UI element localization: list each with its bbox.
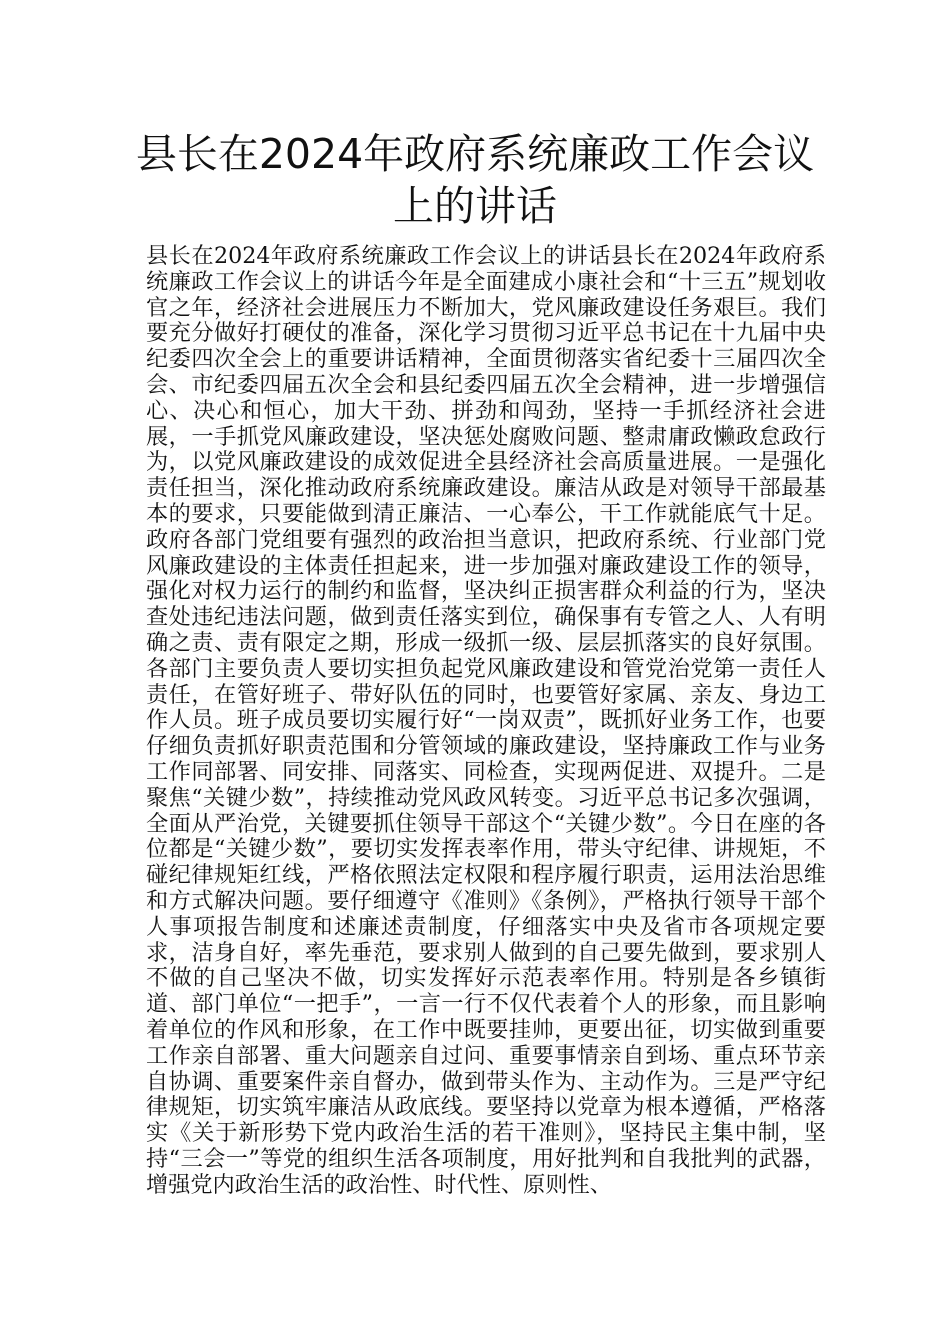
document-body-paragraph: 县长在2024年政府系统廉政工作会议上的讲话县长在2024年政府系统廉政工作会议上的讲话今年是全面建成小康社会和“十三五”规划收官之年，经济社会进展压力不断加大，党风廉政建设任务艰巨。我们要充分做好打硬仗的准备，深化学习贯彻习近平总书记在十九届中央纪委四次全会上的重要讲话精神，全面贯彻落实省纪委十三届四次全会、市纪委四届五次全会和县纪委四届五次全会精神，进一步增强信心、决心和恒心，加大干劲、拼劲和闯劲，坚持一手抓经济社会进展，一手抓党风廉政建设，坚决惩处腐败问题、整肃庸政懒政怠政行为，以党风廉政建设的成效促进全县经济社会高质量进展。一是强化责任担当，深化推动政府系统廉政建设。廉洁从政是对领导干部最基本的要求，只要能做到清正廉洁、一心奉公，干工作就能底气十足。政府各部门党组要有强烈的政治担当意识，把政府系统、行业部门党风廉政建设的主体责任担起来，进一步加强对廉政建设工作的领导，强化对权力运行的制约和监督，坚决纠正损害群众利益的行为，坚决查处违纪违法问题，做到责任落实到位，确保事有专管之人、人有明确之责、责有限定之期，形成一级抓一级、层层抓落实的良好氛围。各部门主要负责人要切实担负起党风廉政建设和管党治党第一责任人责任，在管好班子、带好队伍的同时，也要管好家属、亲友、身边工作人员。班子成员要切实履行好“一岗双责”，既抓好业务工作，也要仔细负责抓好职责范围和分管领域的廉政建设，坚持廉政工作与业务工作同部署、同安排、同落实、同检查，实现两促进、双提升。二是聚焦“关键少数”，持续推动党风政风转变。习近平总书记多次强调，全面从严治党，关键要抓住领导干部这个“关键少数”。今日在座的各位都是“关键少数”，要切实发挥表率作用，带头守纪律、讲规矩，不碰纪律规矩红线，严格依照法定权限和程序履行职责，运用法治思维和方式解决问题。要仔细遵守《准则》《条例》，严格执行领导干部个人事项报告制度和述廉述责制度，仔细落实中央及省市各项规定要求，洁身自好，率先垂范，要求别人做到的自己要先做到，要求别人不做的自己坚决不做，切实发挥好示范表率作用。特别是各乡镇街道、部门单位“一把手”，一言一行不仅代表着个人的形象，而且影响着单位的作风和形象，在工作中既要挂帅，更要出征，切实做到重要工作亲自部署、重大问题亲自过问、重要事情亲自到场、重点环节亲自协调、重要案件亲自督办，做到带头作为、主动作为。三是严守纪律规矩，切实筑牢廉洁从政底线。要坚持以党章为根本遵循，严格落实《关于新形势下党内政治生活的若干准则》，坚持民主集中制，坚持“三会一”等党的组织生活各项制度，用好批判和自我批判的武器，增强党内政治生活的政治性、时代性、原则性、 xyxy=(146,243,826,1198)
document-title-line-1: 县长在2024年政府系统廉政工作会议 xyxy=(135,130,815,178)
document-title xyxy=(100,128,850,232)
document-title-line-2: 上的讲话 xyxy=(393,182,557,230)
